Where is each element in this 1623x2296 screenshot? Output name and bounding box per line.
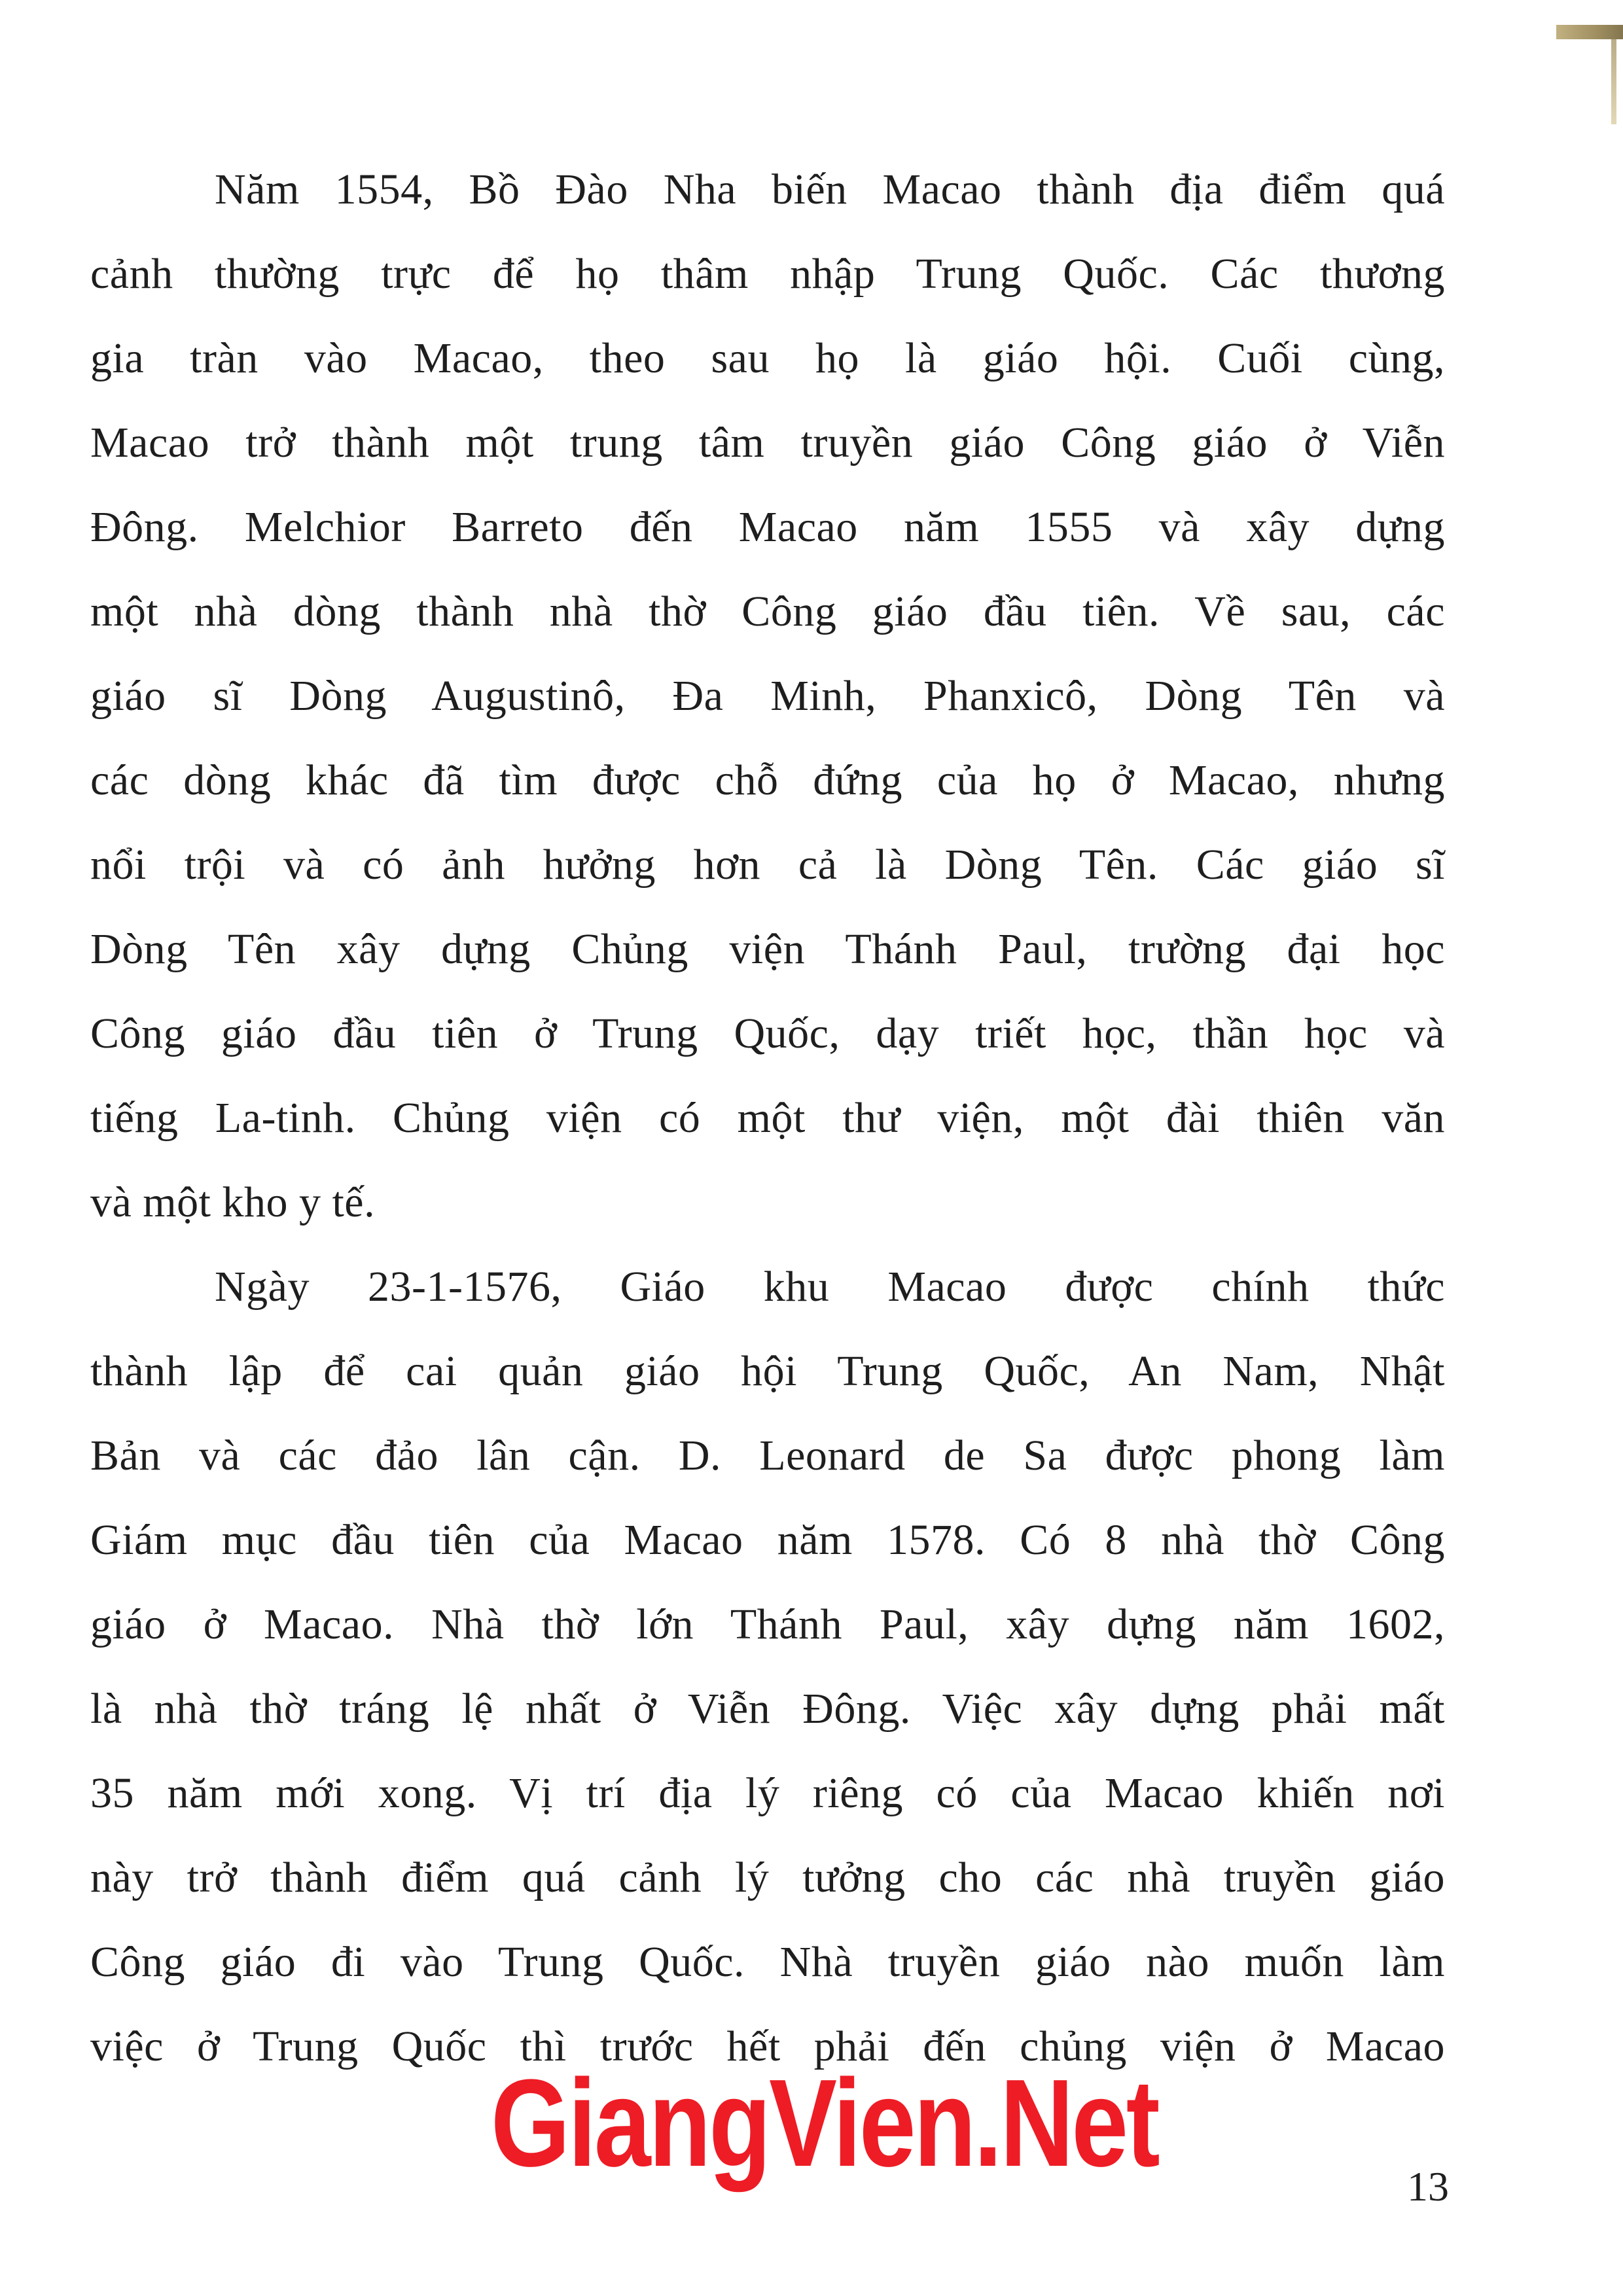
page-edge-mark	[1556, 25, 1623, 39]
text-line: một nhà dòng thành nhà thờ Công giáo đầu tiên. Về sau, các	[90, 588, 1445, 635]
text-line: này trở thành điểm quá cảnh lý tưởng cho các nhà truyền giáo	[90, 1854, 1445, 1901]
text-line: thành lập để cai quản giáo hội Trung Quốc, An Nam, Nhật	[90, 1347, 1445, 1395]
text-line: và một kho y tế.	[90, 1178, 376, 1226]
text-line: Bản và các đảo lân cận. D. Leonard de Sa được phong làm	[90, 1432, 1445, 1479]
text-line: gia tràn vào Macao, theo sau họ là giáo hội. Cuối cùng,	[90, 334, 1445, 382]
text-line: cảnh thường trực để họ thâm nhập Trung Quốc. Các thương	[90, 250, 1445, 298]
text-line: Giám mục đầu tiên của Macao năm 1578. Có 8 nhà thờ Công	[90, 1516, 1445, 1564]
text-line: Macao trở thành một trung tâm truyền giáo Công giáo ở Viễn	[90, 419, 1445, 467]
watermark-logo: GiangVien.Net	[491, 2054, 1158, 2193]
page-number: 13	[1407, 2163, 1449, 2210]
text-line: 35 năm mới xong. Vị trí địa lý riêng có của Macao khiến nơi	[90, 1769, 1445, 1817]
text-line: Năm 1554, Bồ Đào Nha biến Macao thành địa điểm quá	[215, 166, 1445, 213]
text-line: việc ở Trung Quốc thì trước hết phải đến chủng viện ở Macao	[90, 2022, 1445, 2070]
text-line: Dòng Tên xây dựng Chủng viện Thánh Paul, trường đại học	[90, 925, 1445, 973]
text-line: Công giáo đầu tiên ở Trung Quốc, dạy triết học, thần học và	[90, 1010, 1445, 1057]
text-line: Ngày 23-1-1576, Giáo khu Macao được chính thức	[215, 1263, 1445, 1311]
text-line: giáo sĩ Dòng Augustinô, Đa Minh, Phanxicô, Dòng Tên và	[90, 672, 1445, 720]
paragraph-1	[90, 147, 1445, 1245]
text-line: Công giáo đi vào Trung Quốc. Nhà truyền giáo nào muốn làm	[90, 1938, 1445, 1986]
page-edge-shadow	[1611, 39, 1616, 124]
text-line: giáo ở Macao. Nhà thờ lớn Thánh Paul, xây dựng năm 1602,	[90, 1600, 1445, 1648]
text-line: Đông. Melchior Barreto đến Macao năm 1555 và xây dựng	[90, 503, 1445, 551]
text-line: là nhà thờ tráng lệ nhất ở Viễn Đông. Việc xây dựng phải mất	[90, 1685, 1445, 1733]
text-line: nổi trội và có ảnh hưởng hơn cả là Dòng Tên. Các giáo sĩ	[90, 841, 1445, 889]
text-line: tiếng La-tinh. Chủng viện có một thư viện, một đài thiên văn	[90, 1094, 1445, 1142]
paragraph-2	[90, 1245, 1445, 2089]
body-text	[90, 147, 1445, 2089]
text-line: các dòng khác đã tìm được chỗ đứng của họ ở Macao, nhưng	[90, 756, 1445, 804]
